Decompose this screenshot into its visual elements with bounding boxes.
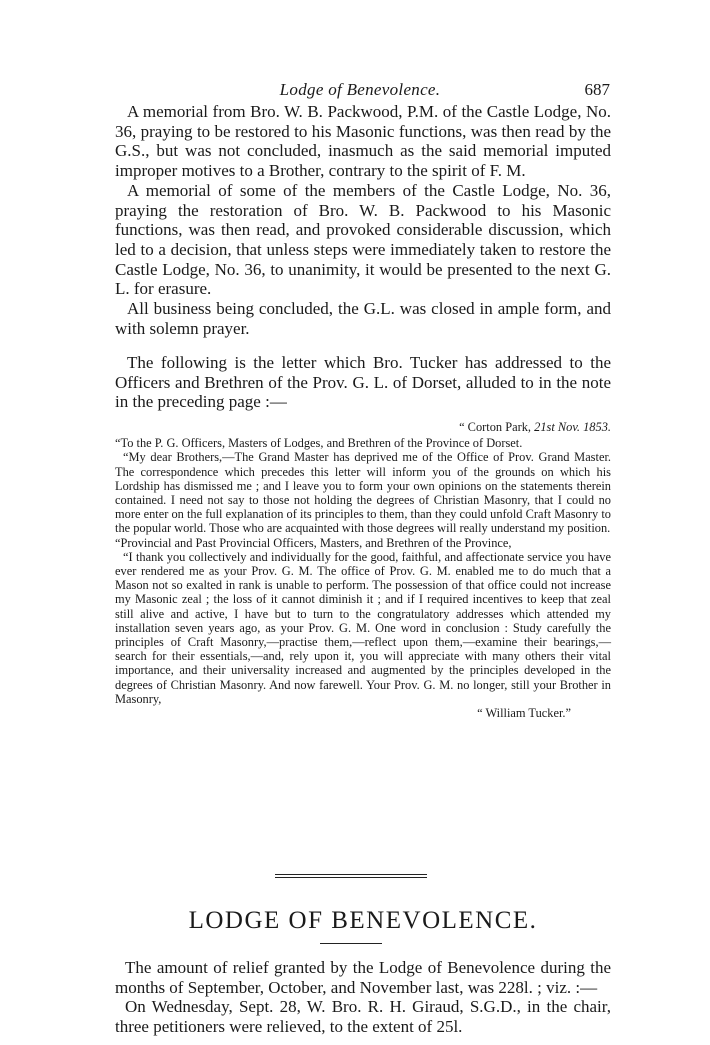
letter-salutation: “To the P. G. Officers, Masters of Lodges, and Brethren of the Province of Dorset. xyxy=(115,436,523,451)
letter-intro-paragraph: The following is the letter which Bro. Tucker has addressed to the Officers and Brethren of the Prov. G. L. of Dorset, alluded to in the note in the preceding page :— xyxy=(115,353,611,412)
letter-place: “ Corton Park, xyxy=(459,420,532,434)
letter-address-2: “Provincial and Past Provincial Officers, Masters, and Brethren of the Province, xyxy=(115,535,512,550)
closing-paragraph: All business being concluded, the G.L. was closed in ample form, and with solemn prayer. xyxy=(115,299,611,338)
running-title: Lodge of Benevolence. xyxy=(279,80,441,99)
section-divider xyxy=(275,874,427,878)
memorials-section xyxy=(115,102,611,338)
tucker-letter xyxy=(115,420,611,720)
benevolence-section xyxy=(115,958,611,1037)
letter-paragraph-2: “I thank you collectively and individually for the good, faithful, and affectionate service you have ever rendered me as your Prov. G. M. The office of Prov. G. M. enabled me to do much that a Mason not so exalted in rank is unable to perform. The possession of that office could not increase my Masonic zeal ; the loss of it cannot diminish it ; and if I required incentives to keep that zeal still alive and active, I have but to turn to the congratulatory addresses which attended my installation seven years ago, as your Prov. G. M. One word in conclusion : Study carefully the principles of Craft Masonry,—practise them,—reflect upon them,—examine their bearings,—search for their essentials,—and, rely upon it, you will appreciate with many others their vital importance, and their universality increased and augmented by the principles developed in the degrees of Christian Masonry. And now farewell. Your Prov. G. M. no longer, still your Brother in Masonry, xyxy=(115,549,611,706)
letter-date: 21st Nov. 1853. xyxy=(534,420,611,434)
memorial-paragraph-2: A memorial of some of the members of the Castle Lodge, No. 36, praying the restoration of Bro. W. B. Packwood to his Masonic functions, was then read, and provoked considerable discussion, which led to a decision, that unless steps were immediately taken to restore the Castle Lodge, No. 36, to unanimity, it would be presented to the next G. L. for erasure. xyxy=(115,180,611,299)
page-number: 687 xyxy=(584,80,610,99)
letter-signature: “ William Tucker.” xyxy=(477,706,571,721)
memorial-paragraph-1: A memorial from Bro. W. B. Packwood, P.M. of the Castle Lodge, No. 36, praying to be restored to his Masonic functions, was then read by the G.S., but was not concluded, inasmuch as the said memorial imputed improper motives to a Brother, contrary to the spirit of F. M. xyxy=(115,102,611,181)
section-heading: LODGE OF BENEVOLENCE. xyxy=(188,907,538,934)
letter-dateline xyxy=(115,420,611,434)
running-head xyxy=(110,80,610,104)
letter-intro xyxy=(115,353,611,412)
letter-paragraph-1: “My dear Brothers,—The Grand Master has deprived me of the Office of Prov. Grand Master. The correspondence which precedes this letter will inform you of the grounds on which his Lordship has dismissed me ; and I leave you to form your own opinions on the statements therein contained. I need not say to those not holding the degrees of Christian Masonry, that I could no more enter on the full explanation of its principles to them, than they could unfold Craft Masonry to the popular world. Those who are acquainted with those degrees will really understand my position. xyxy=(115,450,611,536)
heading-rule xyxy=(320,943,382,944)
relief-paragraph-1: The amount of relief granted by the Lodge of Benevolence during the months of September, October, and November last, was 228l. ; viz. :— xyxy=(115,958,611,997)
relief-paragraph-2: On Wednesday, Sept. 28, W. Bro. R. H. Giraud, S.G.D., in the chair, three petitioners were relieved, to the extent of 25l. xyxy=(115,997,611,1037)
